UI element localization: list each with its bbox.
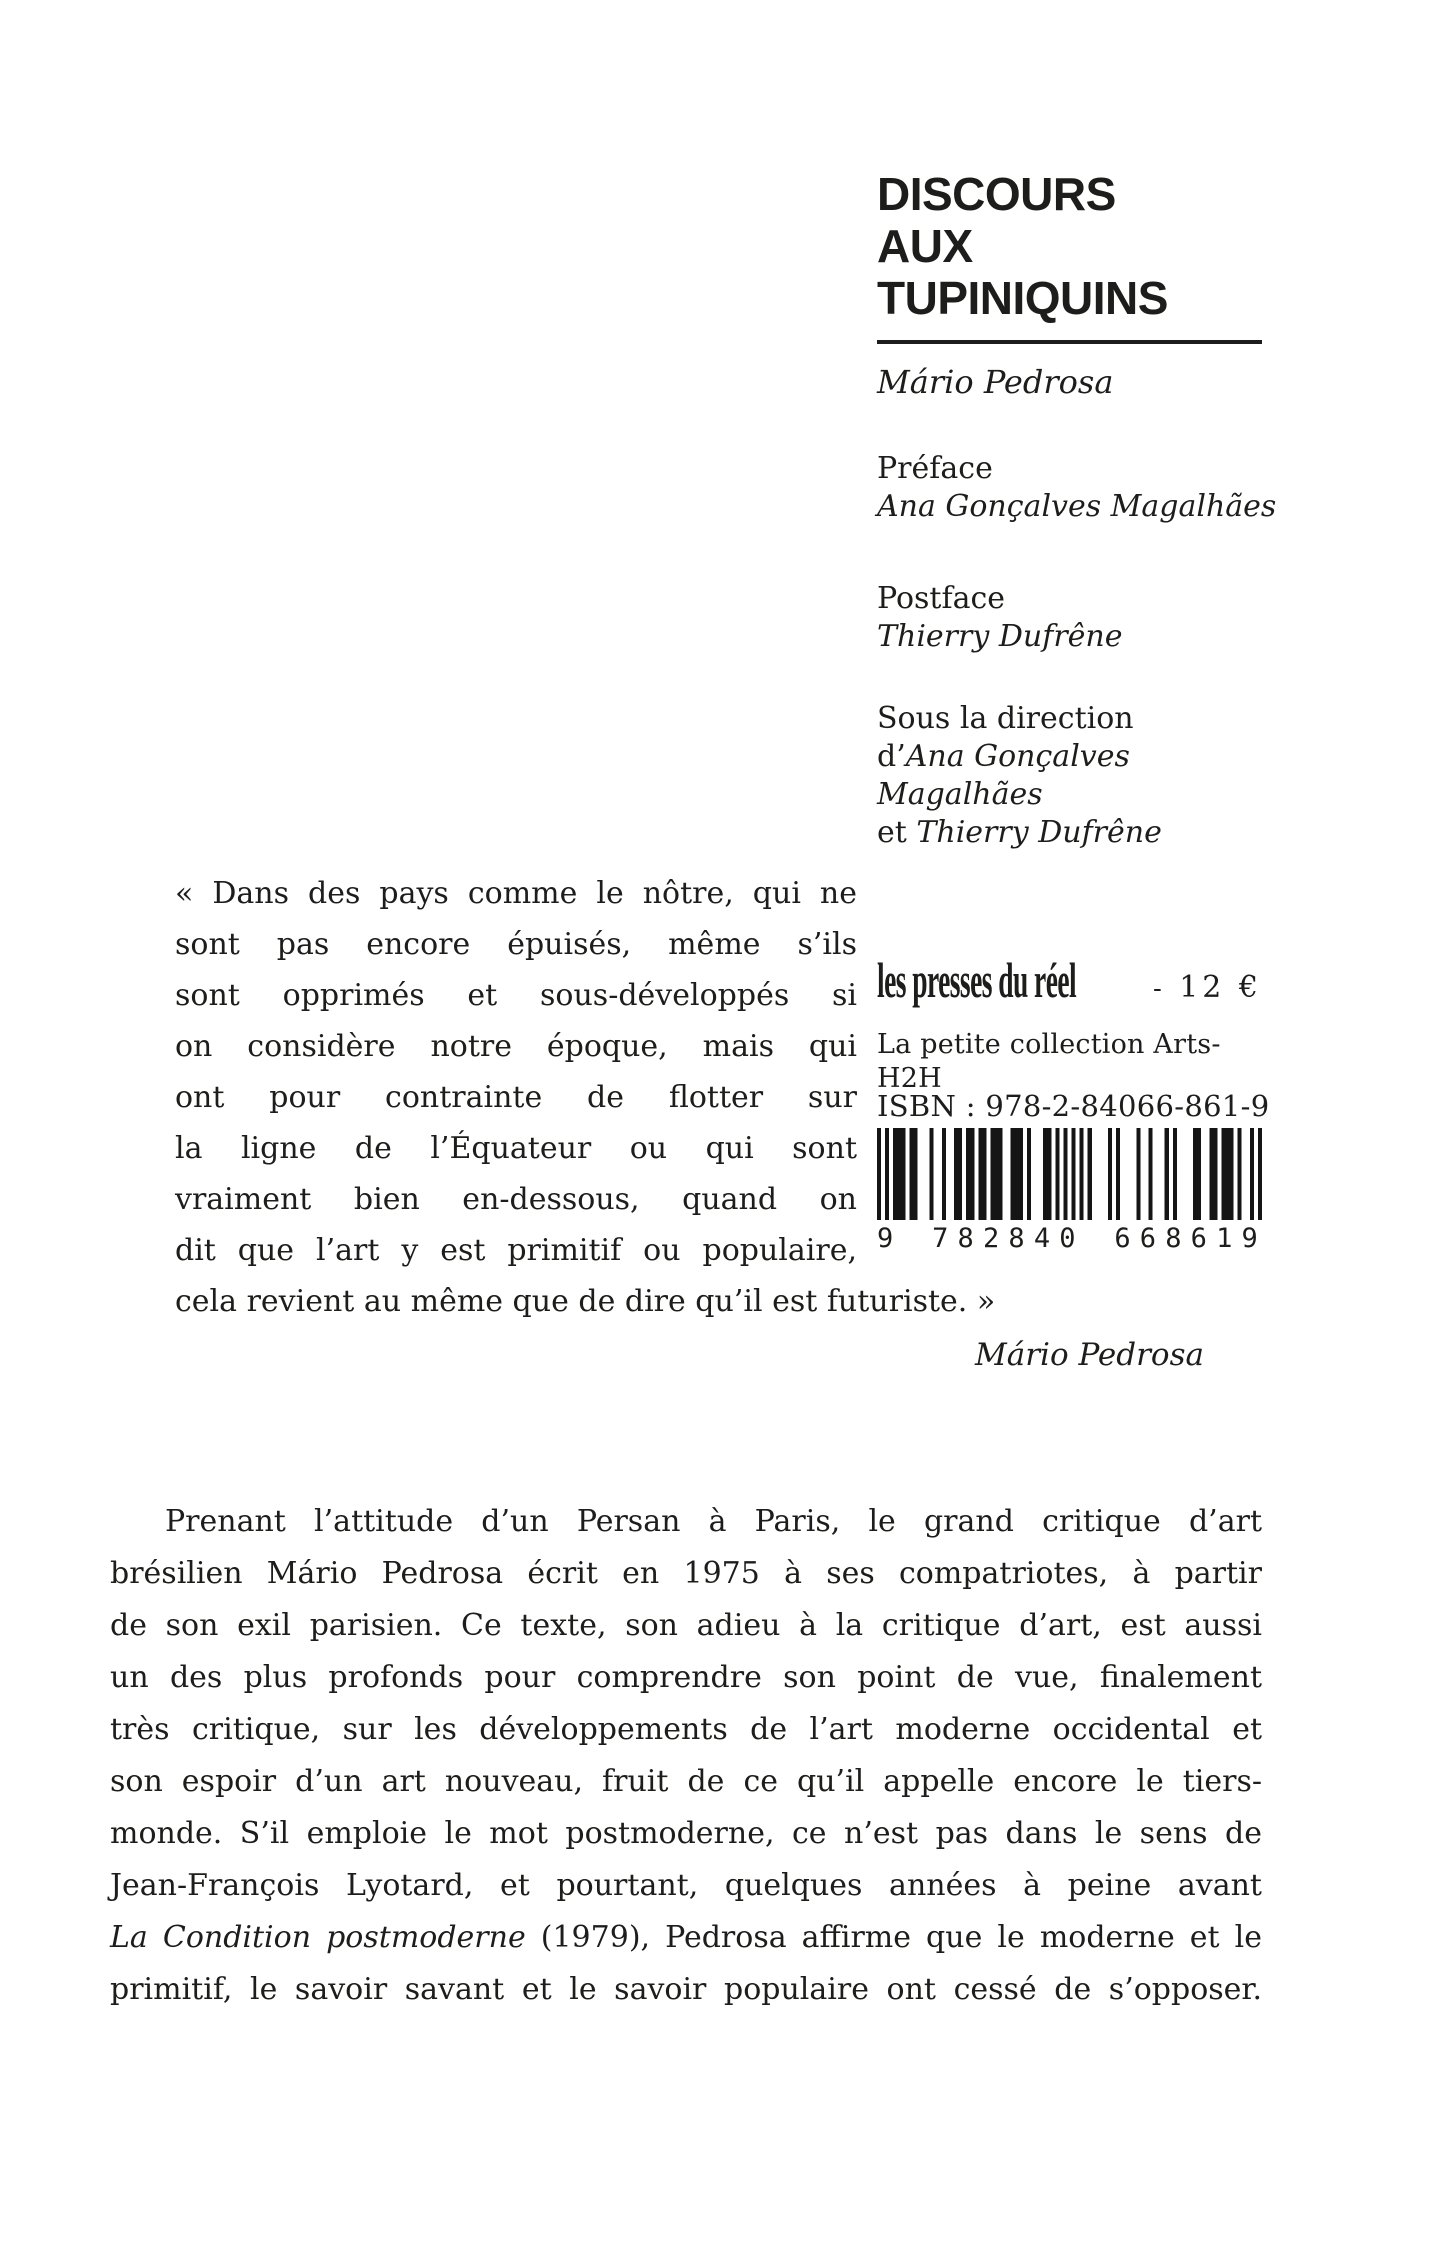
preface-label: Préface [877,451,993,486]
title-block [877,168,1262,324]
title-rule [877,340,1262,344]
book-title-line-2: AUX [877,220,973,272]
barcode-digit-group: 9 [877,1223,903,1254]
barcode [877,1128,1262,1220]
direction-line-2 [877,738,1297,776]
direction-line-3: Magalhães [877,777,1043,812]
synopsis-line: un des plus profonds pour comprendre son point de vue, finalement [110,1660,1262,1695]
synopsis-line: Jean-François Lyotard, et pourtant, quelques années à peine avant [110,1868,1262,1903]
isbn: ISBN : 978-2-84066-861-9 [877,1089,1270,1123]
collection-name: La petite collection Arts-H2H [877,1029,1221,1094]
quote-line: « Dans des pays comme le nôtre, qui ne [175,876,857,911]
synopsis-line: primitif, le savoir savant et le savoir populaire ont cessé de s’opposer. [110,1972,1262,2007]
barcode-svg [877,1128,1262,1220]
publisher-logo-wrap [877,952,1135,1008]
synopsis-line: de son exil parisien. Ce texte, son adieu à la critique d’art, est aussi [110,1608,1262,1643]
publisher-logo: les presses du réel [877,952,1077,1008]
direction-prefix: d’ [877,739,906,774]
synopsis-line: brésilien Mário Pedrosa écrit en 1975 à ses compatriotes, à partir [110,1556,1262,1591]
postface-name: Thierry Dufrêne [877,619,1123,654]
quote-line: sont opprimés et sous-développés si [175,978,857,1013]
direction-editor-2: Thierry Dufrêne [916,815,1162,850]
barcode-digit-group: 782840 [932,1223,1085,1254]
quote-line: sont pas encore épuisés, même s’ils [175,927,857,962]
price: 12 € [1179,970,1262,1005]
price-separator: - [1153,974,1162,1004]
quote-line-last: cela revient au même que de dire qu’il est futuriste. » [175,1284,996,1319]
barcode-digits [877,1222,1267,1256]
quote-line: la ligne de l’Équateur ou qui sont [175,1131,857,1166]
direction-editor-1: Ana Gonçalves [905,739,1130,774]
synopsis-line-rest: (1979), Pedrosa affirme que le moderne et le [525,1920,1262,1955]
book-title-line-3: TUPINIQUINS [877,272,1168,324]
barcode-digit-group: 668619 [1114,1223,1267,1254]
quote-line: on considère notre époque, mais qui [175,1029,857,1064]
preface-name: Ana Gonçalves Magalhães [877,489,1277,524]
direction-line-1: Sous la direction [877,701,1134,736]
synopsis-line: son espoir d’un art nouveau, fruit de ce qu’il appelle encore le tiers- [110,1764,1262,1799]
quote-line: ont pour contrainte de flotter sur [175,1080,857,1115]
postface-block [877,580,1297,656]
preface-block [877,450,1297,526]
synopsis-line: Prenant l’attitude d’un Persan à Paris, le grand critique d’art [165,1504,1262,1539]
direction-line-4 [877,814,1297,852]
book-author: Mário Pedrosa [877,363,1114,401]
quote-attribution: Mário Pedrosa [974,1337,1204,1373]
quote-line: vraiment bien en-dessous, quand on [175,1182,857,1217]
publisher-row [877,952,1262,1010]
direction-block [877,700,1297,852]
synopsis-line-italic [110,1912,1262,1964]
synopsis-paragraph [110,1496,1262,2016]
synopsis-line: monde. S’il emploie le mot postmoderne, ce n’est pas dans le sens de [110,1816,1262,1851]
postface-label: Postface [877,581,1006,616]
synopsis-line: très critique, sur les développements de l’art moderne occidental et [110,1712,1262,1747]
quote-line: dit que l’art y est primitif ou populaire, [175,1233,857,1268]
book-title-reference: La Condition postmoderne [110,1920,526,1955]
book-title-line-1: DISCOURS [877,168,1116,220]
direction-conjunction: et [877,815,917,850]
